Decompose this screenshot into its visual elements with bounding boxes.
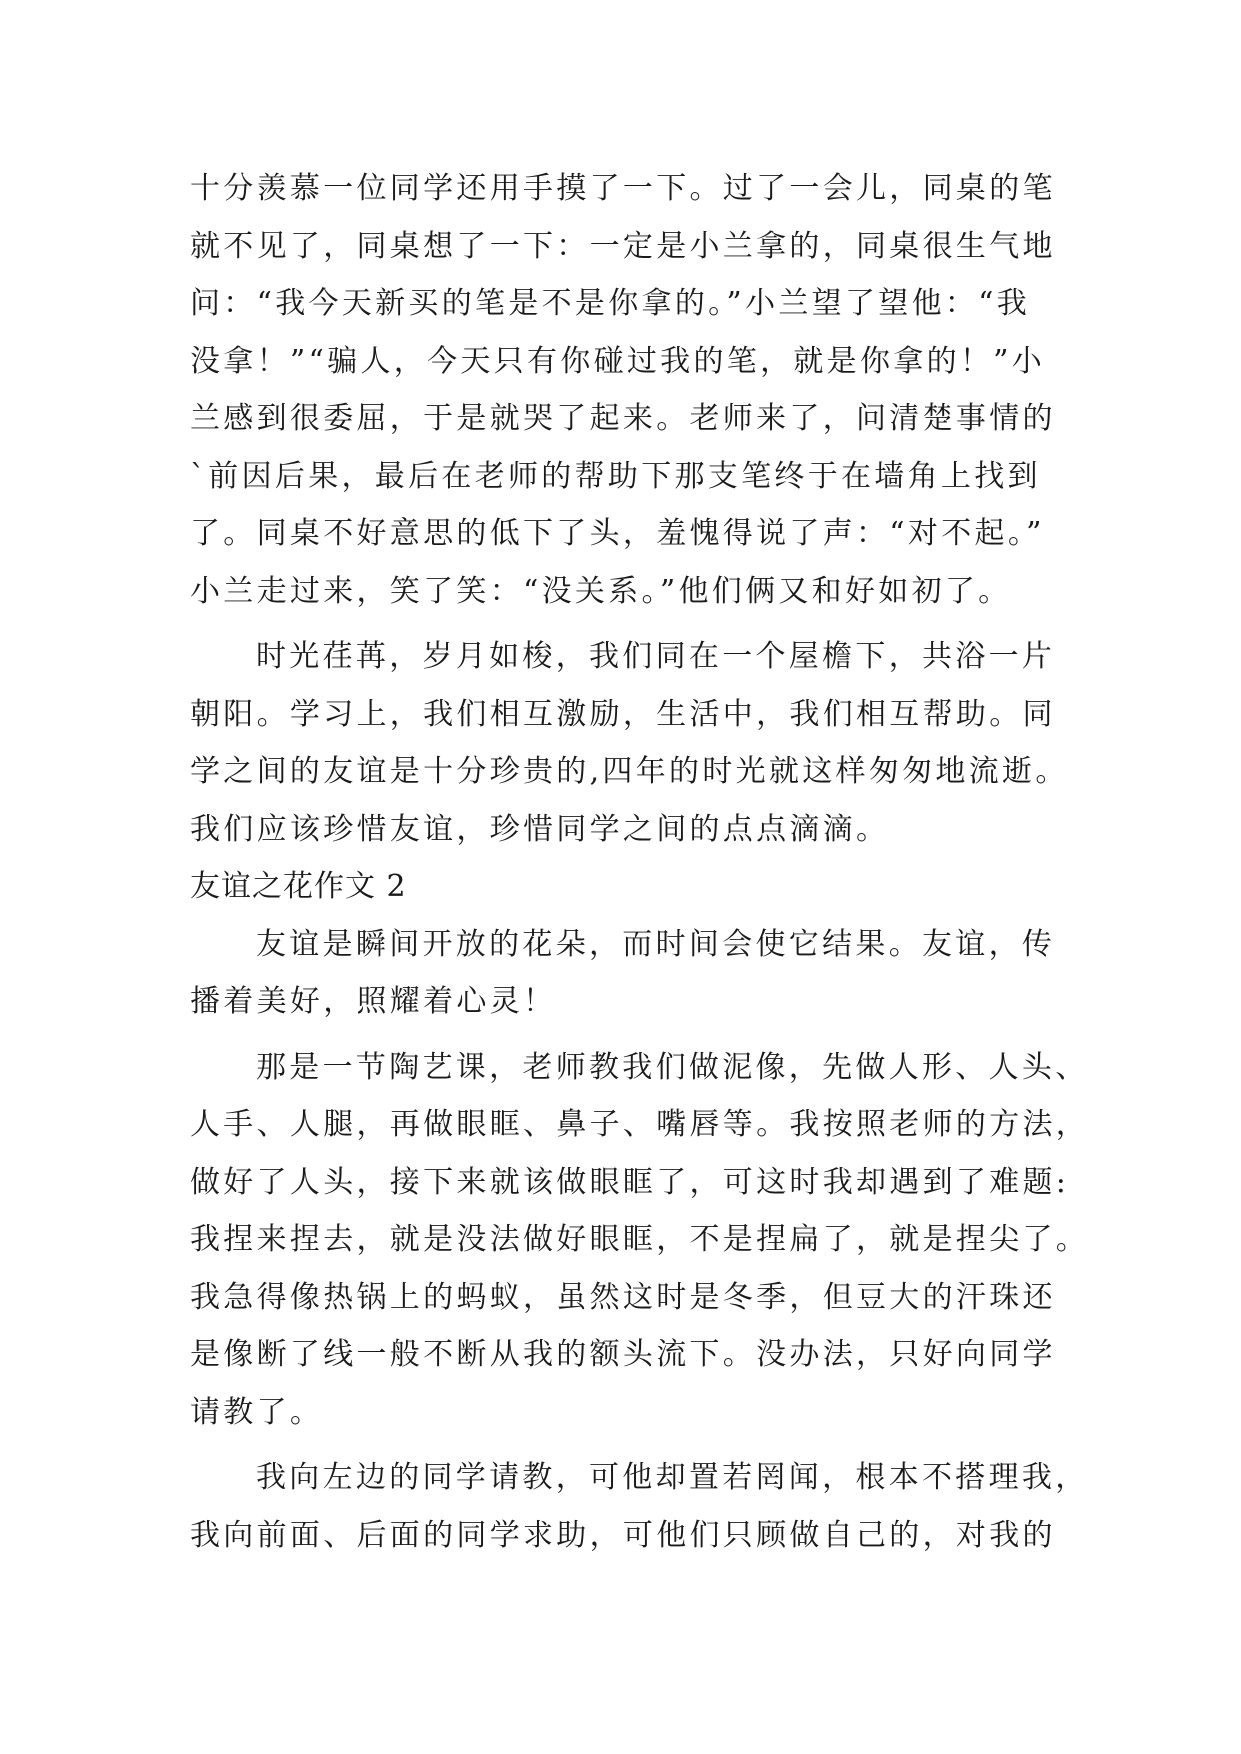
text-line: 十分羡慕一位同学还用手摸了一下。过了一会儿，同桌的笔: [190, 171, 1056, 206]
text-line: 人手、人腿，再做眼眶、鼻子、嘴唇等。我按照老师的方法，: [190, 1107, 1090, 1142]
paragraph-intro: [190, 916, 1060, 1031]
paragraph-gap: [190, 1031, 1060, 1039]
text-line: 朝阳。学习上，我们相互激励，生活中，我们相互帮助。同: [190, 696, 1056, 732]
paragraph-conclusion: [190, 628, 1069, 858]
text-line: 请教了。: [190, 1394, 324, 1430]
text-line: 我捏来捏去，就是没法做好眼眶，不是捏扁了，就是捏尖了。: [190, 1222, 1090, 1257]
text-line: 问：“我今天新买的笔是不是你拿的。”小兰望了望他：“我: [190, 286, 1031, 321]
text-line: `前因后果，最后在老师的帮助下那支笔终于在墙角上找到: [190, 458, 1041, 494]
text-line: 做好了人头，接下来就该做眼眶了，可这时我却遇到了难题:: [190, 1164, 1070, 1200]
document-body: [190, 160, 1090, 1564]
text-line: 我向左边的同学请教，可他却置若罔闻，根本不搭理我，: [256, 1460, 1089, 1495]
text-line: 是像断了线一般不断从我的额头流下。没办法，只好向同学: [190, 1337, 1056, 1372]
text-line: 我急得像热锅上的蚂蚁，虽然这时是冬季，但豆大的汗珠还: [190, 1279, 1056, 1315]
text-line: 时光荏苒，岁月如梭，我们同在一个屋檐下，共浴一片: [256, 639, 1056, 674]
text-line: 学之间的友谊是十分珍贵的,四年的时光就这样匆匆地流逝。: [190, 754, 1069, 789]
paragraph-asking-help: [190, 1449, 1089, 1564]
text-line: 友谊是瞬间开放的花朵，而时间会使它结果。友谊，传: [256, 926, 1056, 962]
text-line: 那是一节陶艺课，老师教我们做泥像，先做人形、人头、: [256, 1049, 1089, 1085]
text-line: 我向前面、后面的同学求助，可他们只顾做自己的，对我的: [190, 1517, 1056, 1553]
text-line: 小兰走过来，笑了笑：“没关系。”他们俩又和好如初了。: [190, 573, 1012, 609]
essay-heading: 友谊之花作文 2: [190, 869, 407, 904]
paragraph-gap: [190, 1441, 1060, 1449]
text-line: 没拿！”“骗人，今天只有你碰过我的笔，就是你拿的！”小: [190, 343, 1046, 379]
text-line: 兰感到很委屈，于是就哭了起来。老师来了，问清楚事情的: [190, 401, 1056, 436]
paragraph-story-end: [190, 160, 1060, 620]
paragraph-pottery-class: [190, 1039, 1090, 1442]
paragraph-gap: [190, 620, 1060, 628]
text-line: 了。同桌不好意思的低下了头，羞愧得说了声：“对不起。”: [190, 516, 1045, 551]
text-line: 我们应该珍惜友谊，珍惜同学之间的点点滴滴。: [190, 811, 890, 847]
text-line: 播着美好，照耀着心灵！: [190, 984, 557, 1019]
text-line: 就不见了，同桌想了一下：一定是小兰拿的，同桌很生气地: [190, 228, 1056, 264]
